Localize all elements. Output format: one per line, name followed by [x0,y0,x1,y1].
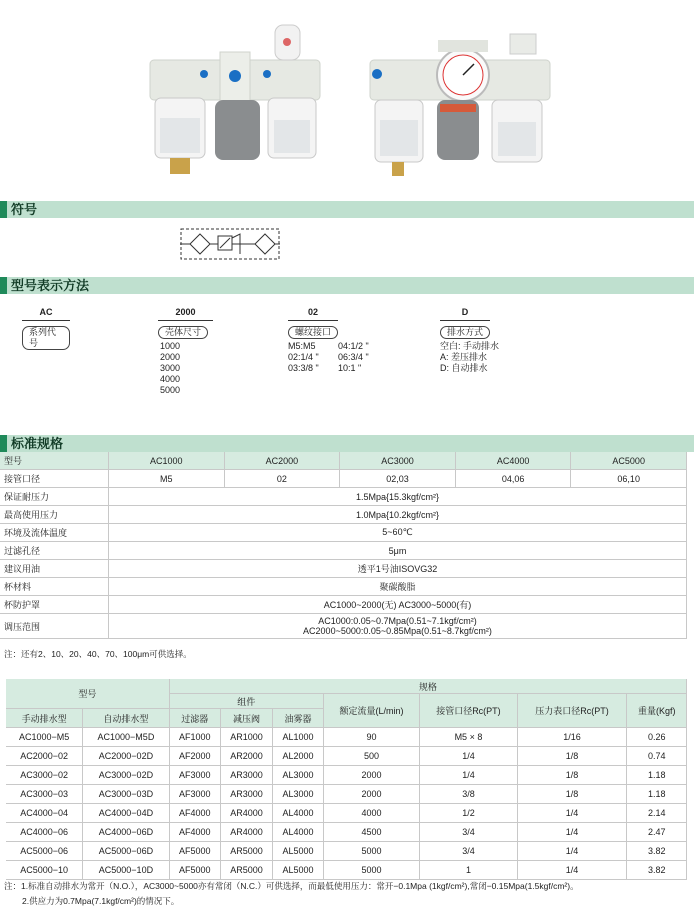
body-code: 2000 [175,307,196,317]
model-cell: 5000 [323,842,420,861]
spec-row [0,488,687,506]
spec-row [0,578,687,596]
model-cell: 3/4 [420,842,517,861]
spec-row [0,470,687,488]
spec-cell: 聚碳酸脂 [109,578,687,596]
model-cell: AC2000−02 [6,747,83,766]
model-cell: 2000 [323,766,420,785]
model-cell: 2000 [323,785,420,804]
model-cell: AC3000−03 [6,785,83,804]
model-cell: 4000 [323,804,420,823]
code-drain [440,307,530,374]
series-code: AC [39,307,53,317]
body-rule [158,320,213,321]
model-cell: AC2000−02D [83,747,169,766]
model-cell: AC3000−02D [83,766,169,785]
model-cell: AF2000 [169,747,220,766]
spec-cell: 02 [224,470,340,488]
model-cell: AF3000 [169,766,220,785]
model-cell: 1/4 [517,842,627,861]
code-series [22,307,70,350]
model-header-cell: 减压阀 [220,709,273,728]
frl-unit-right [370,34,550,176]
model-header-cell: 重量(Kgf) [627,694,687,728]
model-cell: 2.14 [627,804,687,823]
spec-cell: 杯材料 [0,578,109,596]
model-row [6,728,687,747]
series-rule [22,320,70,321]
model-cell: 1/4 [517,804,627,823]
model-cell: AR4000 [220,804,273,823]
spec-cell: 5μm [109,542,687,560]
model-cell: 1/8 [517,766,627,785]
model-cell: AL5000 [273,861,323,880]
model-header-cell: 自动排水型 [83,709,169,728]
spec-range-cell [109,614,687,639]
spec-cell: M5 [109,470,225,488]
model-header-cell: 油雾器 [273,709,323,728]
model-header-cell: 组件 [169,694,323,709]
thread-option: 03:3/8 " [288,363,319,373]
model-cell: 1.18 [627,766,687,785]
model-row [6,823,687,842]
model-cell: AC3000−03D [83,785,169,804]
model-cell: 1/4 [420,766,517,785]
model-cell: AF4000 [169,823,220,842]
model-cell: 1/8 [517,785,627,804]
spec-cell: 接管口径 [0,470,109,488]
model-cell: 0.26 [627,728,687,747]
range-line: AC2000~5000:0.05~0.85Mpa(0.51~8.7kgf/cm²) [303,626,492,636]
spec-cell: 最高使用压力 [0,506,109,524]
spec-cell: 1.0Mpa{10.2kgf/cm²} [109,506,687,524]
section-symbol-title: 符号 [11,202,38,217]
spec-header-cell: AC5000 [571,452,687,470]
model-cell: AR3000 [220,785,273,804]
spec-header-cell: AC3000 [340,452,456,470]
model-cell: AL4000 [273,804,323,823]
model-cell: 5000 [323,861,420,880]
drain-option: D: 自动排水 [440,363,488,373]
spec-cell: 04,06 [455,470,571,488]
spec-header-cell: AC2000 [224,452,340,470]
model-cell: 1/2 [420,804,517,823]
model-header-cell: 型号 [6,679,169,709]
spec-cell: 环境及流体温度 [0,524,109,542]
pneumatic-symbol [180,228,280,265]
model-header-row [6,679,687,694]
model-cell: AL5000 [273,842,323,861]
model-header-cell: 压力表口径Rc(PT) [517,694,627,728]
spec-cell: 过滤孔径 [0,542,109,560]
body-option: 4000 [160,374,181,384]
model-cell: 1 [420,861,517,880]
model-cell: 3/4 [420,823,517,842]
drain-option: 空白: 手动排水 [440,341,500,351]
model-cell: 500 [323,747,420,766]
model-cell: 1/16 [517,728,627,747]
spec-cell: AC1000~2000(无) AC3000~5000(有) [109,596,687,614]
spec-cell: 保证耐压力 [0,488,109,506]
model-cell: AR4000 [220,823,273,842]
spec-note: 注：还有2、10、20、40、70、100μm可供选择。 [4,649,192,659]
model-cell: AF5000 [169,842,220,861]
model-cell: 3.82 [627,842,687,861]
section-std-spec [0,435,694,452]
model-cell: 3/8 [420,785,517,804]
model-cell: 0.74 [627,747,687,766]
spec-row [0,524,687,542]
model-cell: AC5000−10 [6,861,83,880]
spec-cell: 1.5Mpa{15.3kgf/cm²} [109,488,687,506]
model-cell: AC4000−04D [83,804,169,823]
drain-code: D [461,307,469,317]
model-rows [6,728,687,880]
model-cell: 1/8 [517,747,627,766]
body-option: 3000 [160,363,181,373]
section-symbol [0,201,694,218]
product-illustration [0,0,695,195]
thread-rule [288,320,338,321]
model-cell: AF4000 [169,804,220,823]
model-note-1: 注：1.标准自动排水为常开（N.O.），AC3000~5000亦有常闭（N.C.）可供选择，而最低使用压力：常开−0.1Mpa (1kgf/cm²),常闭−0.15Mpa(1.5kgf/cm²)。 [4,881,579,891]
thread-option: 06:3/4 " [338,352,369,362]
range-line: AC1000:0.05~0.7Mpa(0.51~7.1kgf/cm²) [318,616,477,626]
model-row [6,861,687,880]
thread-option: 02:1/4 " [288,352,319,362]
model-header-cell: 规格 [169,679,686,694]
model-cell: AF3000 [169,785,220,804]
model-cell: AL4000 [273,823,323,842]
model-cell: AL1000 [273,728,323,747]
model-cell: AL3000 [273,785,323,804]
model-cell: 3.82 [627,861,687,880]
frl-unit-left [150,25,320,174]
model-cell: AF5000 [169,861,220,880]
model-cell: AC5000−10D [83,861,169,880]
spec-cell: 调压范围 [0,614,109,639]
thread-option: M5:M5 [288,341,316,351]
spec-cell: 5~60℃ [109,524,687,542]
model-cell: AR5000 [220,861,273,880]
model-cell: 1/4 [420,747,517,766]
drain-rule [440,320,490,321]
spec-cell: 透平1号油ISOVG32 [109,560,687,578]
spec-table [0,452,687,639]
model-cell: AC1000−M5 [6,728,83,747]
model-cell: 1/4 [517,861,627,880]
spec-cell: 06,10 [571,470,687,488]
thread-label: 螺纹接口 [288,326,338,339]
thread-code: 02 [307,307,318,317]
drain-option: A: 差压排水 [440,352,488,362]
model-cell: AC1000−M5D [83,728,169,747]
spec-cell: 02,03 [340,470,456,488]
model-cell: AC4000−06D [83,823,169,842]
model-cell: AL2000 [273,747,323,766]
model-cell: AR2000 [220,747,273,766]
code-body [158,307,213,396]
model-row [6,766,687,785]
model-row [6,804,687,823]
spec-row [0,596,687,614]
spec-header-cell: AC1000 [109,452,225,470]
thread-option: 10:1 " [338,363,362,373]
model-cell: AC4000−06 [6,823,83,842]
spec-row [0,560,687,578]
section-std-spec-title: 标准规格 [11,436,64,451]
section-model-code-title: 型号表示方法 [11,278,90,293]
drain-label: 排水方式 [440,326,490,339]
product-photos [0,0,695,195]
model-cell: 4500 [323,823,420,842]
model-cell: AR3000 [220,766,273,785]
model-cell: 1.18 [627,785,687,804]
model-cell: AF1000 [169,728,220,747]
spec-row [0,506,687,524]
body-option: 1000 [160,341,181,351]
model-header-cell: 手动排水型 [6,709,83,728]
model-cell: AC3000−02 [6,766,83,785]
model-header-cell: 过滤器 [169,709,220,728]
model-row [6,842,687,861]
body-label: 壳体尺寸 [158,326,208,339]
spec-cell: 杯防护罩 [0,596,109,614]
model-cell: AC4000−04 [6,804,83,823]
spec-cell: 建议用油 [0,560,109,578]
model-header-cell: 接管口径Rc(PT) [420,694,517,728]
model-header-cell: 额定流量(L/min) [323,694,420,728]
body-option: 2000 [160,352,181,362]
model-cell: 90 [323,728,420,747]
body-option: 5000 [160,385,181,395]
frl-symbol-icon [180,228,280,260]
code-thread [288,307,403,374]
spec-row [0,542,687,560]
model-cell: AL3000 [273,766,323,785]
model-row [6,785,687,804]
model-cell: AR5000 [220,842,273,861]
model-note-2: 2.供应力为0.7Mpa(7.1kgf/cm²)的情况下。 [22,896,180,906]
thread-option: 04:1/2 " [338,341,369,351]
spec-header-cell: AC4000 [455,452,571,470]
model-cell: AR1000 [220,728,273,747]
model-cell: 1/4 [517,823,627,842]
model-table [6,679,687,880]
spec-header-cell: 型号 [0,452,109,470]
model-cell: 2.47 [627,823,687,842]
series-label: 系列代号 [22,326,70,350]
spec-row [0,614,687,639]
section-model-code [0,277,694,294]
model-cell: AC5000−06D [83,842,169,861]
model-row [6,747,687,766]
model-cell: AC5000−06 [6,842,83,861]
spec-header-row [0,452,687,470]
model-cell: M5 × 8 [420,728,517,747]
